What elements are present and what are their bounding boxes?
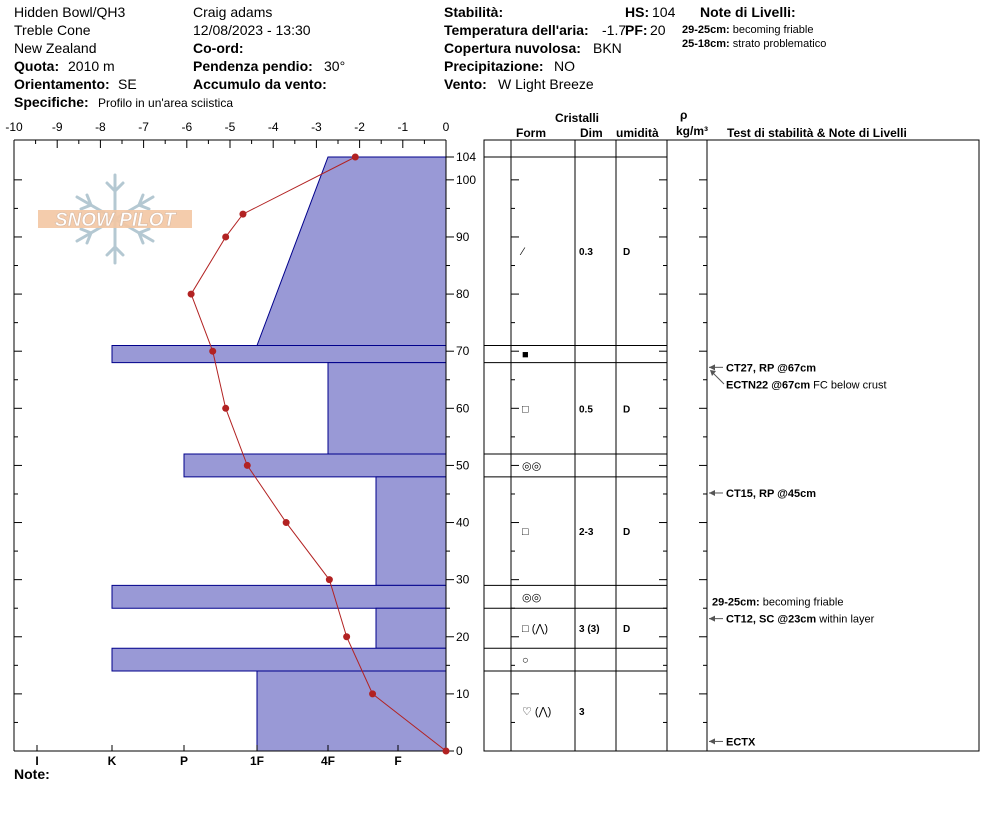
height-tick-label: 10 (456, 686, 470, 701)
specifics-value: Profilo in un'area sciistica (98, 96, 234, 110)
country-name: New Zealand (14, 40, 97, 56)
temperature-tick-label: -1 (397, 120, 409, 134)
cloud-label: Copertura nuvolosa: (444, 40, 581, 56)
grain-size-value: 3 (579, 707, 585, 719)
stability-label: Stabilità: (444, 4, 504, 20)
stability-test-label: CT27, RP @67cm (726, 362, 817, 375)
specifics-label: Specifiche: (14, 94, 89, 110)
grain-size-value: 0.5 (579, 404, 593, 416)
elevation-label: Quota: (14, 58, 60, 74)
hardness-layer-bar (112, 345, 446, 362)
test-arrow-head (709, 490, 715, 496)
hs-label: HS: (625, 4, 650, 20)
stability-test (712, 597, 843, 609)
layer-note-text: strato problematico (732, 38, 827, 50)
hardness-label: 1F (249, 754, 265, 768)
height-tick-label: 80 (456, 287, 470, 302)
height-tick-label: 50 (456, 458, 470, 473)
grain-form-symbol: □ (522, 526, 529, 539)
aspect-value: SE (118, 76, 137, 92)
pf-value: 20 (650, 22, 666, 38)
pf-label: PF: (625, 22, 648, 38)
moisture-header: umidità (616, 126, 659, 140)
height-tick-label: 100 (456, 172, 477, 187)
stability-test-note: FC below crust (810, 379, 887, 392)
temperature-point (343, 633, 350, 640)
temperature-point (244, 462, 251, 469)
test-arrow-line (712, 372, 724, 384)
grain-form-symbol: ○ (522, 654, 529, 667)
cloud-value: BKN (593, 40, 622, 56)
grain-form-symbol: □ (⋀) (522, 623, 549, 636)
temperature-tick-label: -8 (95, 120, 106, 134)
test-arrow-head (709, 616, 715, 622)
hardness-layer-bar (376, 477, 446, 586)
stability-test-label: CT12, SC @23cm (726, 613, 817, 626)
hardness-label: P (179, 754, 189, 768)
hardness-label: 4F (320, 754, 336, 768)
stability-test-label: ECTX (726, 736, 756, 749)
hardness-layer-bar (112, 585, 446, 608)
temperature-point (188, 291, 195, 298)
density-symbol: ρ (680, 108, 688, 122)
moisture-value: D (623, 247, 631, 259)
temperature-tick-label: 0 (442, 120, 450, 134)
precip-label: Precipitazione: (444, 58, 544, 74)
stability-test-label: 29-25cm: (712, 596, 760, 609)
note-label: Note: (14, 766, 50, 782)
temperature-tick-label: -4 (267, 120, 279, 134)
temperature-tick-label: -2 (354, 120, 365, 134)
moisture-value: D (623, 404, 631, 416)
stability-test-label: ECTN22 @67cm (726, 379, 811, 392)
aspect-label: Orientamento: (14, 76, 110, 92)
moisture-value: D (623, 624, 631, 636)
snowpilot-logo (38, 175, 192, 263)
layer-table-frame (484, 140, 979, 751)
hardness-layer-bar (112, 648, 446, 671)
temperature-tick-label: -9 (51, 120, 63, 134)
stability-test (726, 379, 887, 391)
test-arrow-head (709, 364, 715, 370)
crystals-header: Cristalli (555, 111, 600, 125)
height-tick-label: 90 (456, 229, 470, 244)
height-tick-label: 60 (456, 401, 470, 416)
temperature-tick-label: -5 (224, 120, 236, 134)
grain-form-symbol: ■ (522, 349, 529, 362)
stability-test-note: becoming friable (759, 596, 844, 609)
hs-value: 104 (652, 4, 676, 20)
layer-note-range: 25-18cm: (682, 38, 730, 50)
stability-test (726, 362, 816, 374)
temperature-point (283, 519, 290, 526)
hardness-layer-bar (328, 363, 446, 454)
hardness-label: I (35, 754, 39, 768)
temperature-tick-label: -7 (138, 120, 149, 134)
slope-label: Pendenza pendio: (193, 58, 313, 74)
height-tick-label: 0 (456, 744, 463, 758)
height-tick-label: 20 (456, 629, 470, 644)
grain-size-value: 3 (3) (579, 624, 600, 636)
temperature-point (352, 154, 359, 161)
grain-size-value: 2-3 (579, 527, 594, 539)
hardness-layer-bar (184, 454, 446, 477)
moisture-value: D (623, 527, 631, 539)
area-name: Treble Cone (14, 22, 91, 38)
hardness-label: K (107, 754, 117, 768)
observation-datetime: 12/08/2023 - 13:30 (193, 22, 311, 38)
grain-form-symbol: ♡ (⋀) (522, 706, 552, 719)
test-arrow-head (709, 738, 715, 744)
air-temp-label: Temperatura dell'aria: (444, 22, 589, 38)
hardness-layer-bar (376, 608, 446, 648)
layer-note-text: becoming friable (732, 24, 814, 36)
height-tick-label: 30 (456, 572, 470, 587)
location-name: Hidden Bowl/QH3 (14, 4, 126, 20)
hardness-layer-bar (257, 671, 446, 751)
coord-label: Co-ord: (193, 40, 244, 56)
air-temp-value: -1.7 (602, 22, 627, 38)
temperature-point (222, 405, 229, 412)
temperature-point (443, 748, 450, 755)
density-unit: kg/m³ (676, 124, 709, 138)
grain-form-symbol: ⁄ (522, 246, 524, 259)
temperature-tick-label: -3 (311, 120, 322, 134)
temperature-point (239, 211, 246, 218)
grain-form-symbol: ◎◎ (522, 591, 542, 604)
temperature-tick-label: -10 (5, 120, 23, 134)
slope-value: 30° (324, 58, 346, 74)
stability-test-note: within layer (816, 613, 875, 626)
size-header: Dim (580, 126, 603, 140)
elevation-value: 2010 m (68, 58, 115, 74)
stability-test (726, 736, 756, 748)
logo-text: SNOW PILOT (54, 210, 176, 231)
stability-test-label: CT15, RP @45cm (726, 487, 817, 500)
temperature-tick-label: -6 (181, 120, 193, 134)
temperature-point (326, 576, 333, 583)
wind-value: W Light Breeze (498, 76, 594, 92)
height-tick-label: 40 (456, 515, 470, 530)
height-tick-label: 70 (456, 344, 470, 359)
grain-form-symbol: ◎◎ (522, 460, 542, 473)
form-header: Form (516, 126, 546, 140)
layer-notes-label: Note di Livelli: (700, 4, 796, 20)
wind-loading-label: Accumulo da vento: (193, 76, 327, 92)
height-top-label: 104 (456, 150, 477, 164)
temperature-point (209, 348, 216, 355)
precip-value: NO (554, 58, 575, 74)
observer-name: Craig adams (193, 4, 273, 20)
stability-test (726, 488, 816, 500)
temperature-point (369, 690, 376, 697)
tests-header: Test di stabilità & Note di Livelli (727, 126, 907, 140)
grain-size-value: 0.3 (579, 247, 593, 259)
temperature-point (222, 233, 229, 240)
hardness-layer-bar (257, 157, 446, 345)
grain-form-symbol: □ (522, 403, 529, 416)
layer-note-range: 29-25cm: (682, 24, 730, 36)
stability-test (726, 614, 875, 626)
wind-label: Vento: (444, 76, 487, 92)
hardness-label: F (394, 754, 402, 768)
